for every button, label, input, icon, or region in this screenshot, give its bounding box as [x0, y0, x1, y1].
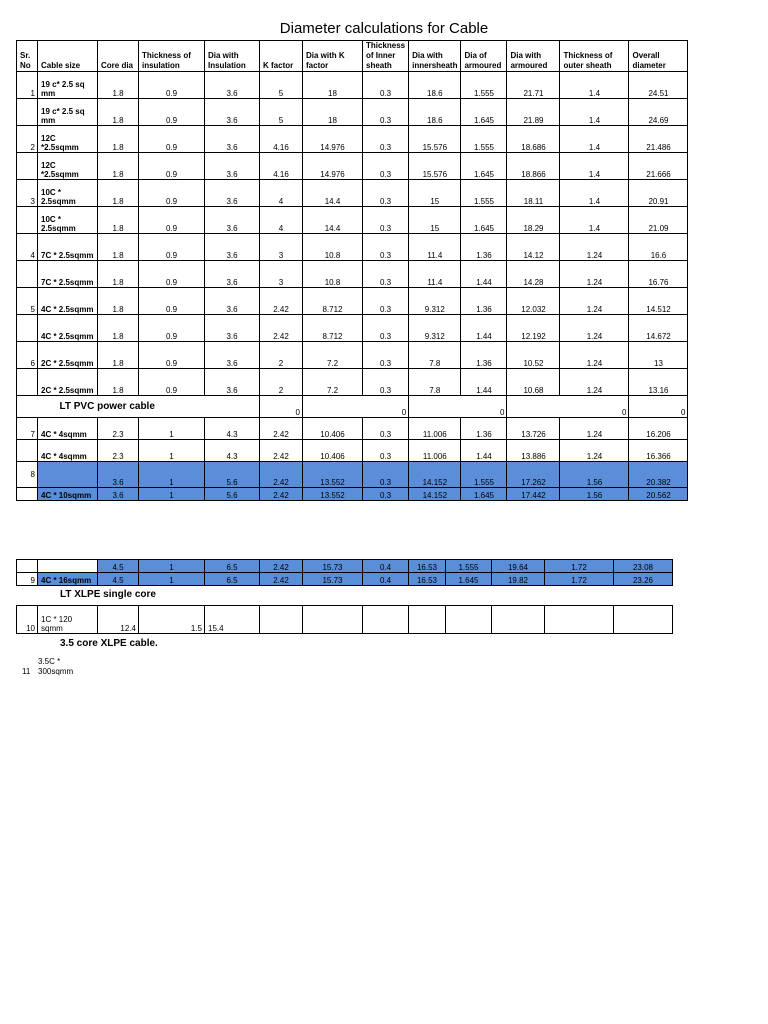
value-cell: 13 — [629, 342, 688, 369]
value-cell: 13.726 — [507, 418, 560, 440]
value-cell: 2.3 — [98, 418, 139, 440]
value-cell: 1 — [139, 440, 205, 462]
value-cell: 1.8 — [98, 72, 139, 99]
value-cell: 20.91 — [629, 180, 688, 207]
value-cell: 10.52 — [507, 342, 560, 369]
cable-table — [16, 40, 688, 501]
value-cell: 4.3 — [205, 418, 260, 440]
value-cell: 1.555 — [461, 72, 507, 99]
size-cell: 4C * 2.5sqmm — [38, 288, 98, 315]
size-cell: 4C * 2.5sqmm — [38, 315, 98, 342]
hdr-core: Core dia — [98, 41, 139, 72]
value-cell: 0.3 — [363, 418, 409, 440]
value-cell: 1.555 — [461, 126, 507, 153]
value-cell: 2.42 — [260, 488, 303, 501]
size-cell: 4C * 16sqmm — [38, 573, 98, 586]
value-cell: 1.44 — [461, 315, 507, 342]
value-cell: 18.866 — [507, 153, 560, 180]
section-pvc: LT PVC power cable — [38, 396, 260, 418]
value-cell: 1.44 — [461, 369, 507, 396]
value-cell: 0.9 — [139, 207, 205, 234]
value-cell: 1.36 — [461, 418, 507, 440]
value-cell: 1.4 — [560, 207, 629, 234]
zero-cell: 0 — [409, 396, 507, 418]
hdr-sr: Sr. No — [17, 41, 38, 72]
sr-cell: 4 — [17, 234, 38, 261]
table-row — [17, 261, 688, 288]
value-cell: 3 — [260, 261, 303, 288]
hdr-dk: Dia with K factor — [303, 41, 363, 72]
section-35-core: 3.5 core XLPE cable. — [60, 638, 158, 649]
value-cell: 10.406 — [303, 440, 363, 462]
value-cell: 18 — [303, 72, 363, 99]
value-cell: 18.11 — [507, 180, 560, 207]
value-cell: 14.672 — [629, 315, 688, 342]
value-cell: 1.24 — [560, 440, 629, 462]
value-cell: 1.56 — [560, 488, 629, 501]
value-cell: 1.24 — [560, 342, 629, 369]
hdr-od: Overall diameter — [629, 41, 688, 72]
value-cell: 4.3 — [205, 440, 260, 462]
value-cell: 19.82 — [492, 573, 545, 586]
value-cell: 0.4 — [363, 560, 409, 573]
hdr-arm: Dia of armoured — [461, 41, 507, 72]
table-row — [17, 560, 673, 573]
value-cell: 16.6 — [629, 234, 688, 261]
value-cell: 2.42 — [260, 440, 303, 462]
size-cell: 19 c* 2.5 sq mm — [38, 99, 98, 126]
size-cell: 4C * 4sqmm — [38, 418, 98, 440]
value-cell: 4.16 — [260, 126, 303, 153]
value-cell: 10.406 — [303, 418, 363, 440]
value-cell: 1.4 — [560, 99, 629, 126]
sr-cell: 9 — [17, 573, 38, 586]
value-cell: 1.8 — [98, 99, 139, 126]
value-cell: 0.3 — [363, 207, 409, 234]
value-cell: 3.6 — [205, 126, 260, 153]
value-cell: 1.555 — [461, 180, 507, 207]
value-cell: 0.9 — [139, 72, 205, 99]
value-cell: 6.5 — [205, 560, 260, 573]
value-cell: 16.366 — [629, 440, 688, 462]
value-cell: 1.4 — [560, 126, 629, 153]
value-cell: 0.9 — [139, 126, 205, 153]
zero-cell: 0 — [260, 396, 303, 418]
value-cell: 13.552 — [303, 462, 363, 488]
value-cell: 18.686 — [507, 126, 560, 153]
value-cell: 1.24 — [560, 261, 629, 288]
row11-sr: 11 — [22, 667, 31, 676]
table-row — [17, 234, 688, 261]
sr-cell: 2 — [17, 126, 38, 153]
table-row — [17, 573, 673, 586]
value-cell: 1.44 — [461, 261, 507, 288]
value-cell: 12.4 — [98, 606, 139, 634]
value-cell: 1.8 — [98, 342, 139, 369]
value-cell: 7.2 — [303, 369, 363, 396]
section-xlpe: LT XLPE single core — [60, 589, 156, 600]
value-cell: 20.562 — [629, 488, 688, 501]
value-cell: 1 — [139, 573, 205, 586]
sr-cell — [17, 369, 38, 396]
size-cell: 4C * 4sqmm — [38, 440, 98, 462]
value-cell: 1.4 — [560, 72, 629, 99]
value-cell: 19.64 — [492, 560, 545, 573]
value-cell: 7.8 — [409, 342, 461, 369]
value-cell: 3.6 — [205, 99, 260, 126]
value-cell: 1.8 — [98, 234, 139, 261]
value-cell: 0.9 — [139, 99, 205, 126]
value-cell: 3.6 — [205, 234, 260, 261]
value-cell: 23.08 — [614, 560, 673, 573]
value-cell: 4.5 — [98, 573, 139, 586]
sr-cell: 10 — [17, 606, 38, 634]
size-cell: 7C * 2.5sqmm — [38, 234, 98, 261]
value-cell: 11.4 — [409, 234, 461, 261]
value-cell: 1.36 — [461, 342, 507, 369]
value-cell: 1.555 — [461, 462, 507, 488]
value-cell: 2 — [260, 369, 303, 396]
value-cell: 16.206 — [629, 418, 688, 440]
value-cell: 3.6 — [98, 462, 139, 488]
hdr-dis: Dia with innersheath — [409, 41, 461, 72]
value-cell: 0.3 — [363, 261, 409, 288]
value-cell: 2.3 — [98, 440, 139, 462]
value-cell: 3.6 — [205, 207, 260, 234]
sr-cell — [17, 315, 38, 342]
value-cell: 14.4 — [303, 207, 363, 234]
value-cell: 1.8 — [98, 207, 139, 234]
table-row — [17, 315, 688, 342]
value-cell: 14.28 — [507, 261, 560, 288]
value-cell: 16.53 — [409, 573, 446, 586]
value-cell: 2.42 — [260, 418, 303, 440]
value-cell: 0.9 — [139, 180, 205, 207]
value-cell: 16.76 — [629, 261, 688, 288]
size-cell — [38, 462, 98, 488]
section-row-pvc — [17, 396, 688, 418]
value-cell: 5.6 — [205, 462, 260, 488]
value-cell: 13.552 — [303, 488, 363, 501]
value-cell: 12.192 — [507, 315, 560, 342]
value-cell: 11.006 — [409, 418, 461, 440]
value-cell: 14.976 — [303, 153, 363, 180]
value-cell: 1 — [139, 418, 205, 440]
table-row — [17, 180, 688, 207]
value-cell: 4.16 — [260, 153, 303, 180]
size-cell: 12C *2.5sqmm — [38, 126, 98, 153]
value-cell: 15.576 — [409, 153, 461, 180]
value-cell: 21.486 — [629, 126, 688, 153]
hdr-tos: Thickness of outer sheath — [560, 41, 629, 72]
value-cell: 2.42 — [260, 573, 303, 586]
value-cell: 3.6 — [205, 180, 260, 207]
header-row — [17, 41, 688, 72]
sr-cell — [17, 488, 38, 501]
value-cell: 7.2 — [303, 342, 363, 369]
value-cell: 1.36 — [461, 234, 507, 261]
value-cell: 0.9 — [139, 369, 205, 396]
value-cell: 7.8 — [409, 369, 461, 396]
cable-table-xlpe — [16, 605, 673, 634]
size-cell: 2C * 2.5sqmm — [38, 342, 98, 369]
value-cell: 15 — [409, 180, 461, 207]
value-cell: 3.6 — [205, 261, 260, 288]
table-row — [17, 418, 688, 440]
value-cell: 14.4 — [303, 180, 363, 207]
value-cell: 0.9 — [139, 261, 205, 288]
value-cell: 15.73 — [303, 573, 363, 586]
value-cell: 1.8 — [98, 288, 139, 315]
value-cell: 1.8 — [98, 153, 139, 180]
value-cell: 2.42 — [260, 315, 303, 342]
size-cell: 4C * 10sqmm — [38, 488, 98, 501]
value-cell: 5.6 — [205, 488, 260, 501]
zero-cell: 0 — [507, 396, 629, 418]
value-cell: 17.442 — [507, 488, 560, 501]
value-cell: 2 — [260, 342, 303, 369]
value-cell: 1.4 — [560, 180, 629, 207]
value-cell: 4 — [260, 180, 303, 207]
value-cell: 3.6 — [205, 153, 260, 180]
table-row — [17, 488, 688, 501]
size-cell — [38, 560, 98, 573]
value-cell: 0.3 — [363, 288, 409, 315]
table-row — [17, 153, 688, 180]
value-cell: 0.3 — [363, 488, 409, 501]
value-cell: 2.42 — [260, 288, 303, 315]
value-cell: 1.36 — [461, 288, 507, 315]
value-cell: 1.56 — [560, 462, 629, 488]
value-cell: 0.3 — [363, 440, 409, 462]
sr-cell — [17, 99, 38, 126]
table-row — [17, 462, 688, 488]
value-cell: 18.29 — [507, 207, 560, 234]
value-cell: 14.12 — [507, 234, 560, 261]
value-cell: 1.24 — [560, 369, 629, 396]
value-cell: 21.71 — [507, 72, 560, 99]
value-cell: 3 — [260, 234, 303, 261]
value-cell: 0.3 — [363, 126, 409, 153]
value-cell: 0.9 — [139, 342, 205, 369]
value-cell: 18.6 — [409, 99, 461, 126]
value-cell: 17.262 — [507, 462, 560, 488]
value-cell: 1.4 — [560, 153, 629, 180]
value-cell: 11.4 — [409, 261, 461, 288]
value-cell: 1.8 — [98, 369, 139, 396]
value-cell: 24.51 — [629, 72, 688, 99]
sr-cell: 1 — [17, 72, 38, 99]
value-cell: 1.24 — [560, 418, 629, 440]
value-cell: 2.42 — [260, 560, 303, 573]
table-row — [17, 288, 688, 315]
sr-cell: 7 — [17, 418, 38, 440]
value-cell: 12.032 — [507, 288, 560, 315]
value-cell: 1.8 — [98, 315, 139, 342]
value-cell: 18.6 — [409, 72, 461, 99]
value-cell: 1.24 — [560, 315, 629, 342]
value-cell: 3.6 — [205, 315, 260, 342]
table-row — [17, 99, 688, 126]
value-cell: 15.73 — [303, 560, 363, 573]
size-cell: 2C * 2.5sqmm — [38, 369, 98, 396]
value-cell: 1.72 — [545, 560, 614, 573]
hdr-ins: Thickness of insulation — [139, 41, 205, 72]
hdr-k: K factor — [260, 41, 303, 72]
table-row — [17, 369, 688, 396]
sr-cell: 6 — [17, 342, 38, 369]
value-cell: 1.645 — [461, 488, 507, 501]
value-cell: 1.8 — [98, 126, 139, 153]
value-cell: 21.09 — [629, 207, 688, 234]
value-cell: 1.72 — [545, 573, 614, 586]
value-cell: 1.555 — [446, 560, 492, 573]
value-cell: 3.6 — [205, 72, 260, 99]
value-cell: 0.3 — [363, 315, 409, 342]
value-cell: 20.382 — [629, 462, 688, 488]
value-cell: 9.312 — [409, 288, 461, 315]
size-cell: 19 c* 2.5 sq mm — [38, 72, 98, 99]
table-row — [17, 126, 688, 153]
cable-table-16sqmm — [16, 559, 673, 586]
value-cell: 1.645 — [461, 99, 507, 126]
sr-cell: 3 — [17, 180, 38, 207]
zero-cell: 0 — [303, 396, 409, 418]
row11-size: 3.5C * 300sqmm — [38, 657, 74, 676]
table-row — [17, 342, 688, 369]
zero-cell: 0 — [629, 396, 688, 418]
value-cell: 0.3 — [363, 369, 409, 396]
value-cell: 21.666 — [629, 153, 688, 180]
value-cell: 0.3 — [363, 180, 409, 207]
value-cell: 10.8 — [303, 234, 363, 261]
value-cell: 10.8 — [303, 261, 363, 288]
value-cell: 1.44 — [461, 440, 507, 462]
value-cell: 9.312 — [409, 315, 461, 342]
hdr-darm: Dia with armoured — [507, 41, 560, 72]
value-cell: 5 — [260, 72, 303, 99]
value-cell: 15 — [409, 207, 461, 234]
sr-cell: 8 — [17, 462, 38, 488]
table-row — [17, 440, 688, 462]
value-cell: 8.712 — [303, 288, 363, 315]
hdr-dins: Dia with Insulation — [205, 41, 260, 72]
value-cell: 15.576 — [409, 126, 461, 153]
sr-cell — [17, 153, 38, 180]
value-cell: 0.4 — [363, 573, 409, 586]
value-cell: 18 — [303, 99, 363, 126]
value-cell: 15.4 — [205, 606, 260, 634]
value-cell: 1 — [139, 462, 205, 488]
value-cell: 0.9 — [139, 288, 205, 315]
value-cell: 3.6 — [205, 288, 260, 315]
value-cell: 3.6 — [205, 369, 260, 396]
sheet-title: Diameter calculations for Cable — [279, 20, 489, 37]
sr-cell — [17, 440, 38, 462]
sr-cell — [17, 560, 38, 573]
value-cell: 14.152 — [409, 488, 461, 501]
value-cell: 0.3 — [363, 72, 409, 99]
value-cell: 0.3 — [363, 462, 409, 488]
value-cell: 1.645 — [446, 573, 492, 586]
table-row — [17, 207, 688, 234]
size-cell: 12C *2.5sqmm — [38, 153, 98, 180]
size-cell: 10C * 2.5sqmm — [38, 180, 98, 207]
value-cell: 1.24 — [560, 234, 629, 261]
value-cell: 0.9 — [139, 315, 205, 342]
value-cell: 3.6 — [98, 488, 139, 501]
value-cell: 4 — [260, 207, 303, 234]
value-cell: 0.9 — [139, 153, 205, 180]
sr-cell — [17, 261, 38, 288]
value-cell: 14.152 — [409, 462, 461, 488]
value-cell: 1.8 — [98, 180, 139, 207]
size-cell: 1C * 120 sqmm — [38, 606, 98, 634]
sr-cell — [17, 207, 38, 234]
value-cell: 6.5 — [205, 573, 260, 586]
value-cell: 0.3 — [363, 342, 409, 369]
value-cell: 16.53 — [409, 560, 446, 573]
value-cell: 1.24 — [560, 288, 629, 315]
size-cell: 10C * 2.5sqmm — [38, 207, 98, 234]
value-cell: 13.886 — [507, 440, 560, 462]
value-cell: 14.512 — [629, 288, 688, 315]
table-row — [17, 606, 673, 634]
value-cell: 0.3 — [363, 234, 409, 261]
value-cell: 11.006 — [409, 440, 461, 462]
sr-cell: 5 — [17, 288, 38, 315]
value-cell: 1.8 — [98, 261, 139, 288]
value-cell: 1.645 — [461, 153, 507, 180]
value-cell: 3.6 — [205, 342, 260, 369]
value-cell: 14.976 — [303, 126, 363, 153]
value-cell: 13.16 — [629, 369, 688, 396]
value-cell: 5 — [260, 99, 303, 126]
value-cell: 1.5 — [139, 606, 205, 634]
value-cell: 1.645 — [461, 207, 507, 234]
value-cell: 8.712 — [303, 315, 363, 342]
table-row — [17, 72, 688, 99]
hdr-size: Cable size — [38, 41, 98, 72]
value-cell: 24.69 — [629, 99, 688, 126]
value-cell: 23.26 — [614, 573, 673, 586]
value-cell: 21.89 — [507, 99, 560, 126]
value-cell: 0.9 — [139, 234, 205, 261]
value-cell: 0.3 — [363, 99, 409, 126]
value-cell: 4.5 — [98, 560, 139, 573]
value-cell: 1 — [139, 488, 205, 501]
value-cell: 1 — [139, 560, 205, 573]
hdr-tis: Thickness of Inner sheath — [363, 41, 409, 72]
value-cell: 2.42 — [260, 462, 303, 488]
size-cell: 7C * 2.5sqmm — [38, 261, 98, 288]
value-cell: 0.3 — [363, 153, 409, 180]
value-cell: 10.68 — [507, 369, 560, 396]
